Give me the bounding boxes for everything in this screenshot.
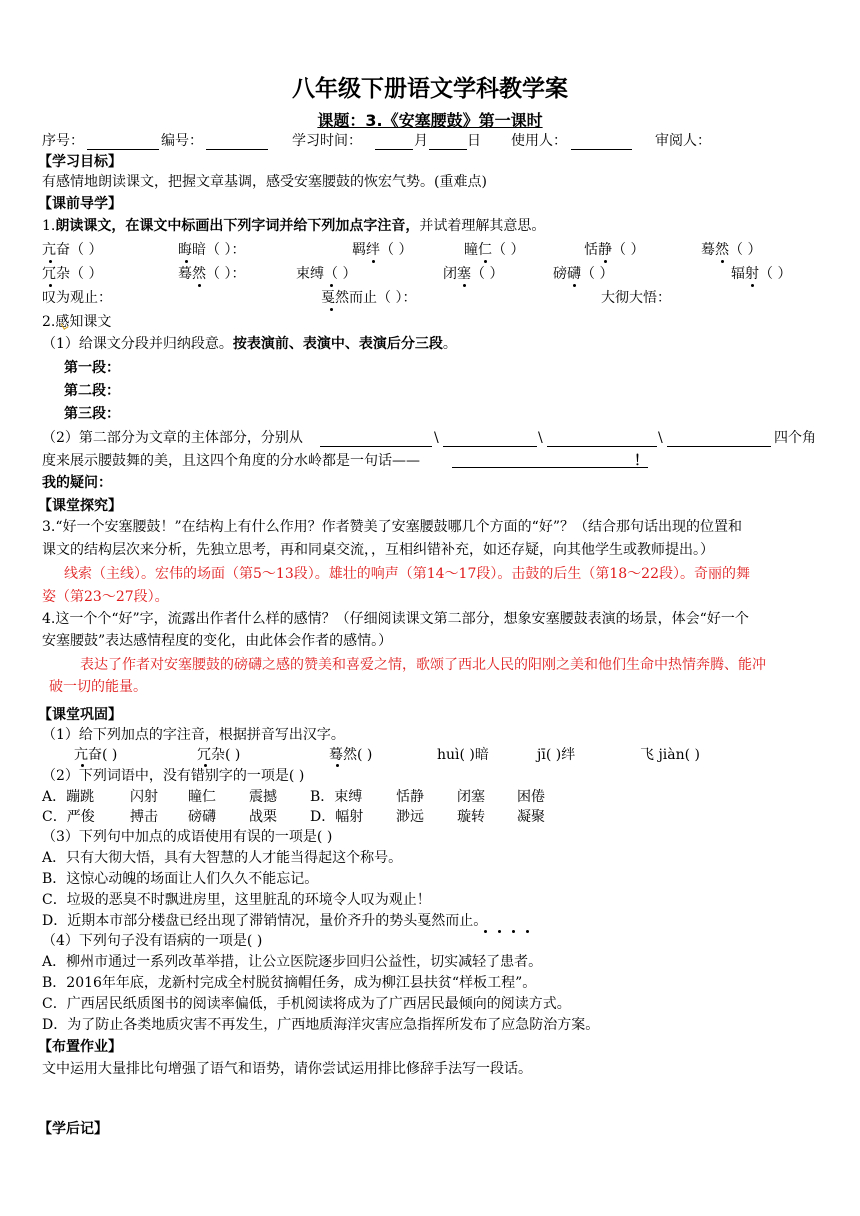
segment-3-label: 第三段： [64, 406, 120, 422]
guide-q2: 2.感知课文 [42, 314, 112, 330]
part-4-option-d: D．为了防止各类地质灾害不再发生，广西地质海洋灾害应急指挥所发布了应急防治方案。 [42, 1017, 600, 1033]
vocab-item: 蓦然（ ） [701, 242, 762, 258]
option-c-word: 磅礴 [188, 809, 216, 825]
sub1-period: 。 [442, 336, 457, 352]
explore-heading: 【课堂探究】 [38, 498, 122, 514]
q1-number: 1. [42, 218, 56, 234]
consolidate-heading: 【课堂巩固】 [38, 707, 122, 723]
vocab-item: 闭塞（ ） [443, 266, 504, 282]
vocab-item: 瞳仁（ ） [464, 242, 525, 258]
blank-separator: \ [658, 430, 663, 446]
blank-separator: \ [538, 430, 543, 446]
guide-sub1 [42, 335, 457, 353]
guide-heading: 【课前导学】 [38, 196, 122, 212]
answer-4-line2: 破一切的能量。 [49, 679, 147, 695]
option-a-word: 震撼 [249, 789, 277, 805]
option-b-word: B．束缚 [310, 789, 363, 805]
afterword-heading: 【学后记】 [38, 1121, 108, 1137]
option-b-word: 恬静 [396, 789, 424, 805]
vocab-item: 羁绊（ ） [352, 242, 413, 258]
vocab-item: 蓦然（ ）： [178, 266, 246, 282]
option-d-word: 凝聚 [517, 809, 545, 825]
page-title: 八年级下册语文学科教学案 [292, 76, 568, 102]
sub2-text: （2）第二部分为文章的主体部分，分别从 [42, 430, 303, 446]
num-field[interactable] [206, 149, 268, 150]
pinyin-item: jī( )绊 [537, 747, 576, 763]
answer-3-line2: 姿（第23～27段）。 [42, 589, 169, 605]
num-label: 编号： [161, 133, 203, 149]
part-3-option-d: D．近期本市部分楼盘已经出现了滞销情况，量价齐升的势头戛然而止。 [42, 913, 488, 929]
option-d-word: 璇转 [457, 809, 485, 825]
goal-text: 有感情地朗读课文，把握文章基调，感受安塞腰鼓的恢宏气势。(重难点) [42, 174, 487, 190]
sub2-exclaim: ！ [634, 453, 648, 469]
part-4-prompt: （4）下列句子没有语病的一项是( ) [42, 933, 263, 949]
question-3-line1: 3.“好一个安塞腰鼓！”在结构上有什么作用？作者赞美了安塞腰鼓哪几个方面的“好”？（结合那句话出现的位置和 [42, 519, 742, 535]
vocab-item: 晦暗（ ）： [178, 242, 246, 258]
vocab-item: 戛然而止（ ）： [321, 290, 417, 306]
vocab-item: 亢奋（ ） [42, 242, 103, 258]
pinyin-item: 冗杂( ) [197, 747, 241, 763]
part-3-option-b: B．这惊心动魄的场面让人们久久不能忘记。 [42, 871, 319, 887]
part-4-option-b: B．2016年年底，龙新村完成全村脱贫摘帽任务，成为柳江县扶贫“样板工程”。 [42, 975, 537, 991]
blank-field[interactable] [443, 446, 537, 447]
homework-text: 文中运用大量排比句增强了语气和语势，请你尝试运用排比修辞手法写一段话。 [42, 1061, 532, 1077]
q1-rest-text: 并试着理解其意思。 [419, 218, 546, 234]
month-label: 月 [414, 133, 428, 149]
question-4-line1: 4.这一个个“好”字，流露出作者什么样的感情？（仔细阅读课文第二部分，想象安塞腰鼓表演的场景，体会“好一个 [42, 611, 749, 627]
answer-4-line1: 表达了作者对安塞腰鼓的磅礴之感的赞美和喜爱之情，歌颂了西北人民的阳刚之美和他们生命中热情奔腾、能冲 [80, 657, 766, 673]
day-field[interactable] [429, 149, 467, 150]
option-b-word: 困倦 [517, 789, 545, 805]
blank-field[interactable] [667, 446, 771, 447]
month-field[interactable] [375, 149, 413, 150]
vocab-item: 叹为观止： [42, 290, 112, 306]
lesson-subtitle: 课题：3.《安塞腰鼓》第一课时 [317, 111, 543, 130]
option-d-word: 渺远 [396, 809, 424, 825]
pinyin-item: 亢奋( ) [74, 747, 118, 763]
segment-2-label: 第二段： [64, 383, 120, 399]
pinyin-item: 蓦然( ) [329, 747, 373, 763]
seq-label: 序号： [42, 133, 84, 149]
sub2-line2: 度来展示腰鼓舞的美，且这四个角度的分水岭都是一句话—— [42, 453, 420, 469]
guide-q1 [42, 217, 545, 235]
part-4-option-c: C．广西居民纸质图书的阅读率偏低，手机阅读将成为了广西居民最倾向的阅读方式。 [42, 996, 571, 1012]
vocab-item: 辐射（ ） [731, 266, 792, 282]
blank-separator: \ [434, 430, 439, 446]
option-c-word: C．严俊 [42, 809, 95, 825]
user-label: 使用人： [511, 133, 567, 149]
blank-field[interactable] [320, 446, 432, 447]
answer-blank[interactable] [452, 467, 648, 468]
sub1-text: （1）给课文分段并归纳段意。 [42, 336, 233, 352]
sub2-end-text: 四个角 [774, 430, 816, 446]
sub1-bold: 按表演前、表演中、表演后分三段 [232, 336, 443, 352]
part-3-option-c: C．垃圾的恶臭不时飘进房里，这里脏乱的环境令人叹为观止！ [42, 892, 431, 908]
time-label: 学习时间： [292, 133, 362, 149]
part-3-option-a: A．只有大彻大悟，具有大智慧的人才能当得起这个称号。 [42, 850, 403, 866]
user-field[interactable] [571, 149, 632, 150]
question-3-line2: 课文的结构层次来分析，先独立思考，再和同桌交流，，互相纠错补充，如还存疑，向其他学生或教师提出。） [42, 542, 714, 558]
vocab-item: 磅礴（ ） [553, 266, 614, 282]
day-label: 日 [467, 133, 481, 149]
question-4-line2: 安塞腰鼓”表达感情程度的变化，由此体会作者的感情。） [42, 633, 393, 649]
pinyin-item: 飞 jiàn( ) [640, 747, 701, 763]
pinyin-item: huì( )暗 [437, 747, 489, 763]
option-a-word: 闪射 [130, 789, 158, 805]
homework-heading: 【布置作业】 [38, 1039, 122, 1055]
vocab-item: 恬静（ ） [584, 242, 645, 258]
seq-field[interactable] [87, 149, 159, 150]
part-1-prompt: （1）给下列加点的字注音，根据拼音写出汉字。 [42, 727, 345, 743]
my-doubt-label: 我的疑问： [42, 475, 112, 491]
vocab-item: 大彻大悟： [601, 290, 671, 306]
part-2-prompt: （2）下列词语中，没有错别字的一项是( ) [42, 768, 305, 784]
vocab-item: 束缚（ ） [296, 266, 357, 282]
answer-3-line1: 线索（主线）。宏伟的场面（第5～13段）。雄壮的响声（第14～17段）。击鼓的后生（第18～22段）。奇丽的舞 [64, 566, 750, 582]
reviewer-label: 审阅人： [655, 133, 711, 149]
part-4-option-a: A．柳州市通过一系列改革举措，让公立医院逐步回归公益性，切实减轻了患者。 [42, 954, 543, 970]
option-c-word: 战栗 [249, 809, 277, 825]
option-a-word: A．蹦跳 [42, 789, 95, 805]
segment-1-label: 第一段： [64, 360, 120, 376]
q1-bold-text: 朗读课文，在课文中标画出下列字词并给下列加点字注音， [55, 218, 420, 234]
part-3-prompt: （3）下列句中加点的成语使用有误的一项是( ) [42, 829, 333, 845]
option-d-word: D．幅射 [310, 809, 364, 825]
vocab-item: 冗杂（ ） [42, 266, 103, 282]
blank-field[interactable] [547, 446, 657, 447]
goal-heading: 【学习目标】 [38, 154, 122, 170]
option-a-word: 瞳仁 [188, 789, 216, 805]
option-c-word: 搏击 [130, 809, 158, 825]
option-b-word: 闭塞 [457, 789, 485, 805]
